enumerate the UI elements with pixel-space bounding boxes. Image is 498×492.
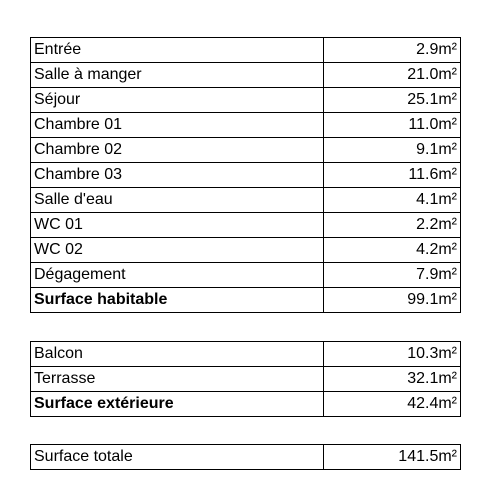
room-area: 4.2m² bbox=[324, 238, 461, 263]
room-area: 25.1m² bbox=[324, 88, 461, 113]
room-label: WC 01 bbox=[31, 213, 324, 238]
grand-total-label: Surface totale bbox=[31, 445, 324, 470]
room-label: Chambre 03 bbox=[31, 163, 324, 188]
table-row bbox=[31, 38, 461, 63]
room-label: Salle à manger bbox=[31, 63, 324, 88]
room-area: 4.1m² bbox=[324, 188, 461, 213]
grand-total-row bbox=[31, 445, 461, 470]
table-row bbox=[31, 342, 461, 367]
table-row bbox=[31, 138, 461, 163]
table-row bbox=[31, 188, 461, 213]
room-label: Séjour bbox=[31, 88, 324, 113]
table-row bbox=[31, 213, 461, 238]
subtotal-area: 99.1m² bbox=[324, 288, 461, 313]
room-label: Terrasse bbox=[31, 367, 324, 392]
room-label: Chambre 02 bbox=[31, 138, 324, 163]
table-row bbox=[31, 63, 461, 88]
room-label: Dégagement bbox=[31, 263, 324, 288]
table-row bbox=[31, 238, 461, 263]
table-row bbox=[31, 367, 461, 392]
room-area: 9.1m² bbox=[324, 138, 461, 163]
room-area: 7.9m² bbox=[324, 263, 461, 288]
room-label: Chambre 01 bbox=[31, 113, 324, 138]
room-area: 32.1m² bbox=[324, 367, 461, 392]
grand-total-table bbox=[30, 444, 461, 470]
room-area: 11.0m² bbox=[324, 113, 461, 138]
room-area: 10.3m² bbox=[324, 342, 461, 367]
subtotal-row-exterior bbox=[31, 392, 461, 417]
table-row bbox=[31, 163, 461, 188]
room-label: Salle d'eau bbox=[31, 188, 324, 213]
room-label: Balcon bbox=[31, 342, 324, 367]
table-row bbox=[31, 88, 461, 113]
grand-total-area: 141.5m² bbox=[324, 445, 461, 470]
table-row bbox=[31, 113, 461, 138]
subtotal-label: Surface extérieure bbox=[31, 392, 324, 417]
room-area: 2.2m² bbox=[324, 213, 461, 238]
interior-area-table bbox=[30, 37, 461, 313]
subtotal-row-habitable bbox=[31, 288, 461, 313]
subtotal-area: 42.4m² bbox=[324, 392, 461, 417]
exterior-area-table bbox=[30, 341, 461, 417]
room-area: 11.6m² bbox=[324, 163, 461, 188]
room-area: 2.9m² bbox=[324, 38, 461, 63]
room-label: Entrée bbox=[31, 38, 324, 63]
room-label: WC 02 bbox=[31, 238, 324, 263]
room-area: 21.0m² bbox=[324, 63, 461, 88]
subtotal-label: Surface habitable bbox=[31, 288, 324, 313]
table-row bbox=[31, 263, 461, 288]
